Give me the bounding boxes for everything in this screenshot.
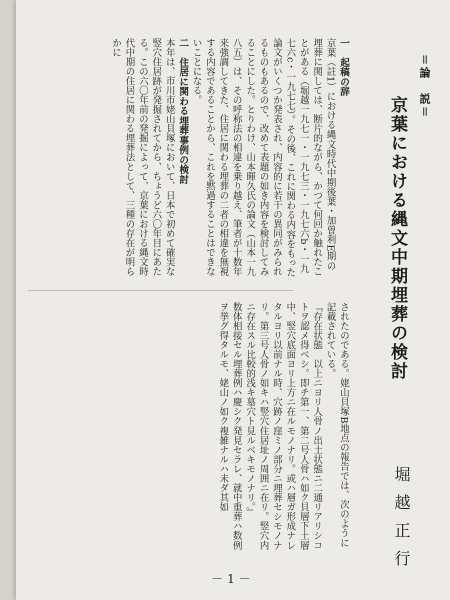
page-number: －1－ [211,572,255,586]
author-name: 堀越正行 [392,466,411,578]
section-label: ＝論 説＝ [418,54,431,119]
body-paragraph: 数体相接セル埋葬例ハ慶シク発見セラレ、就中重葬ハ数例ヲ挙グ得タルモ、姥山ノ如ク複雑ナルハ未ダ其如 [217,302,242,551]
section-heading-burials: 二 住居に関わる埋葬事例の検討 [177,38,189,185]
article-title: 京葉における縄文中期埋葬の検討 [387,96,407,381]
body-paragraph: 本年は、市川市姥山貝塚において、日本で初めて確実な竪穴住居跡が発掘されてから、ちょうど六〇年目にあたる。この六〇年前の発掘によって、京葉における縄文時代中期の住居に関わる埋葬法として、三種の存在が明らかに [110,38,175,277]
lower-text-block [38,302,350,554]
document-page [16,0,450,600]
body-paragraph: されたのである。姥山貝塚B地点の報告では、次のように記載されている。 [324,302,349,548]
body-paragraph: 京葉（註1）における縄文時代中期後葉・加曽利E期の埋葬に関しては、断片的ながら、かつて何回か触れたことがある（堀越一九七一・一九七三・一九七六b・一九七六c・一九七七）。その後、これに関わる内容をもった論文がいくつか発表され、内容的に若干の異同がみられるものもあるので、改めて表題の如き内容を検討してみることにした。とりわけ、山本暉久氏の論文（山本一九八五）は、その呼称法の相違を乗り越え、筆者が十数年来強調してきた、住居に関わる埋葬の二者の相違を無視する内容であることから、これを黙過することはできないことになる。 [190,38,336,278]
quoted-report: 『存在状態 以上ニヨリ人骨ノ出土状態ニ二通リアリシコトヲ認メ得ベシ。即チ第一、第二号人骨ハ如ク貝層下土層中、竪穴底面ヨリ上方ニ在ルモノナリ。或ハ層ガ形成ナレタルヨリ以前ナル時、穴跡ノ窪ミノ部分ニ埋葬セシモノナリ。第三号人骨ノ如キハ竪穴住居址ノ周囲ニ在リ。竪穴内ニ存在スル比較的浅キ墓穴ト見ルベキモノナリ。』 [244,302,323,551]
column-divider [28,290,293,291]
upper-text-block [38,38,350,280]
section-heading-intro: 一 起稿の辞 [338,38,349,97]
